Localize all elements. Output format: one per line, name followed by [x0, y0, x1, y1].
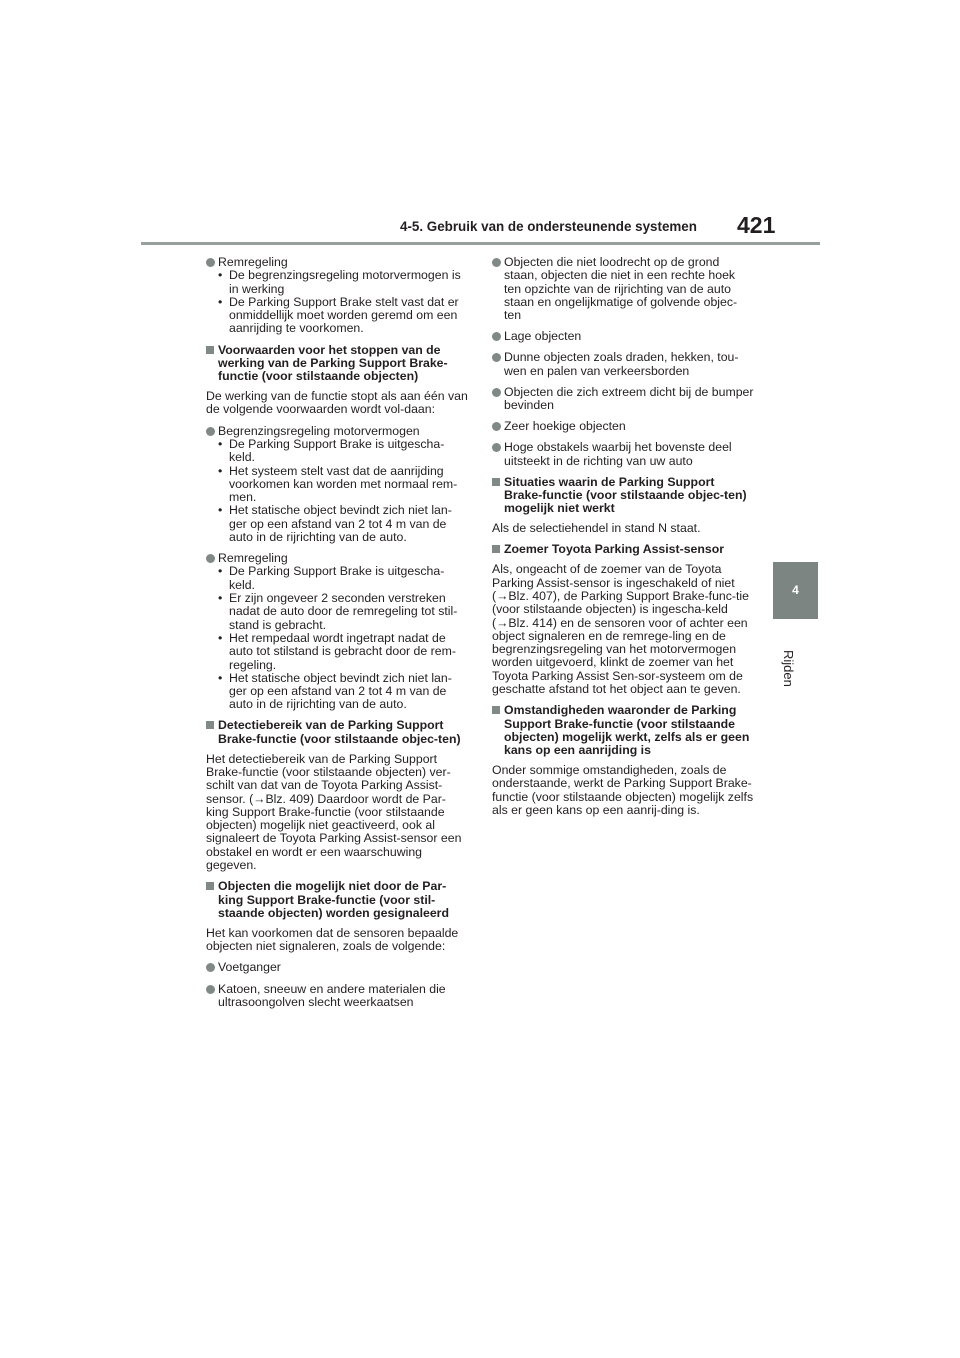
bullet-dot-icon: [206, 427, 215, 436]
section-heading: Omstandigheden waaronder de Parking Support Brake-functie (voor stilstaande objecten) mogelijk werkt, zelfs als er geen kans op een aanrijding is: [492, 704, 754, 757]
sub-item: • Het statische object bevindt zich niet lan-ger op een afstand van 2 tot 4 m van de auto in de rijrichting van de auto.: [218, 672, 468, 712]
header-divider: [141, 242, 820, 245]
bullet-dot-icon: [206, 985, 215, 994]
bullet-begrenzingsregeling: [206, 425, 468, 545]
bullet-dot-icon: [206, 554, 215, 563]
right-column: [492, 256, 754, 825]
paragraph: Onder sommige omstandigheden, zoals de onderstaande, werkt de Parking Support Brake-functie (voor stilstaande objecten) mogelijk zelfs als er geen kans op een aanrij-ding is.: [492, 763, 754, 817]
bullet-item: Voetganger: [206, 961, 468, 974]
bullet-dot-icon: [492, 422, 501, 431]
paragraph: Als, ongeacht of de zoemer van de Toyota Parking Assist-sensor is ingeschakeld of niet (→Blz. 407), de Parking Support Brake-func-tie (voor stilstaande objecten) is ingescha-keld (→Blz. 414) en de sensoren voor of achter een object signaleren en de remrege-ling en de begrenzingsregeling van het motorvermogen worden uitgevoerd, klinkt de zoemer van het Toyota Parking Assist Sen-sor-systeem om de geschatte afstand tot het object aan te geven.: [492, 562, 749, 696]
sub-item: • Het systeem stelt vast dat de aanrijding voorkomen kan worden met normaal rem-men.: [218, 465, 468, 505]
bullet-dot-icon: [492, 353, 501, 362]
page-number: 421: [737, 212, 776, 238]
bullet-item: Objecten die niet loodrecht op de grond staan, objecten die niet in een rechte hoek ten opzichte van de rijrichting van de auto staan en ongelijkmatige of golvende objec-ten: [492, 256, 754, 322]
sub-item: • De Parking Support Brake is uitgescha-keld.: [218, 565, 468, 592]
square-bullet-icon: [492, 545, 500, 553]
square-bullet-icon: [206, 882, 214, 890]
sub-item: • De Parking Support Brake is uitgescha-keld.: [218, 438, 468, 465]
square-bullet-icon: [206, 721, 214, 729]
section-title: 4-5. Gebruik van de ondersteunende systemen: [400, 219, 697, 234]
section-heading: Voorwaarden voor het stoppen van de werking van de Parking Support Brake-functie (voor stilstaande objecten): [206, 344, 468, 384]
bullet-dot-icon: [492, 388, 501, 397]
bullet-remregeling: [206, 256, 468, 336]
bullet-title: Begrenzingsregeling motorvermogen: [218, 423, 420, 438]
bullet-item: Objecten die zich extreem dicht bij de bumper bevinden: [492, 386, 754, 413]
bullet-item: Zeer hoekige objecten: [492, 420, 754, 433]
sub-item: • Er zijn ongeveer 2 seconden verstreken nadat de auto door de remregeling tot stil-stand is gebracht.: [218, 592, 468, 632]
paragraph: De werking van de functie stopt als aan één van de volgende voorwaarden wordt vol-daan:: [206, 389, 468, 417]
left-column: [206, 256, 468, 1017]
sub-item: • Het statische object bevindt zich niet lan-ger op een afstand van 2 tot 4 m van de auto in de rijrichting van de auto.: [218, 504, 468, 544]
sub-item: • De begrenzingsregeling motorvermogen is in werking: [218, 269, 468, 296]
bullet-title: Remregeling: [218, 255, 288, 269]
sub-item: • Het rempedaal wordt ingetrapt nadat de auto tot stilstand is gebracht door de rem-regeling.: [218, 632, 468, 672]
sub-item: • De Parking Support Brake stelt vast dat er onmiddellijk moet worden geremd om een aanrijding te voorkomen.: [218, 296, 468, 336]
square-bullet-icon: [206, 346, 214, 354]
paragraph: Als de selectiehendel in stand N staat.: [492, 521, 701, 536]
bullet-item: Katoen, sneeuw en andere materialen die ultrasoongolven slecht weerkaatsen: [206, 983, 468, 1010]
paragraph: Het kan voorkomen dat de sensoren bepaalde objecten niet signaleren, zoals de volgende:: [206, 925, 459, 954]
square-bullet-icon: [492, 478, 500, 486]
square-bullet-icon: [492, 706, 500, 714]
bullet-remregeling-2: [206, 552, 468, 712]
paragraph: Het detectiebereik van de Parking Support Brake-functie (voor stilstaande objecten) ver-schilt van dat van de Toyota Parking Assist-sensor. (→Blz. 409) Daardoor wordt de Par-king Support Brake-functie (voor stilstaande objecten) mogelijk niet geactiveerd, ook al signaleert de Toyota Parking Assist-sensor een obstakel en wordt er een waarschuwing gegeven.: [206, 751, 462, 873]
bullet-dot-icon: [492, 258, 501, 267]
chapter-label: Rijden: [781, 650, 796, 687]
section-heading: Objecten die mogelijk niet door de Par-king Support Brake-functie (voor stil-staande objecten) worden gesignaleerd: [206, 880, 468, 920]
section-heading: Zoemer Toyota Parking Assist-sensor: [492, 543, 754, 556]
bullet-dot-icon: [492, 332, 501, 341]
bullet-item: Lage objecten: [492, 330, 754, 343]
sub-list: [218, 565, 468, 711]
bullet-title: Remregeling: [218, 551, 288, 566]
section-heading: Situaties waarin de Parking Support Brake-functie (voor stilstaande objec-ten) mogelijk niet werkt: [492, 476, 754, 516]
bullet-dot-icon: [206, 963, 215, 972]
bullet-dot-icon: [492, 443, 501, 452]
sub-list: [218, 269, 468, 335]
sub-list: [218, 438, 468, 544]
bullet-item: Hoge obstakels waarbij het bovenste deel uitsteekt in de richting van uw auto: [492, 441, 754, 468]
section-heading: Detectiebereik van de Parking Support Brake-functie (voor stilstaande objec-ten): [206, 719, 468, 746]
bullet-item: Dunne objecten zoals draden, hekken, tou-wen en palen van verkeersborden: [492, 351, 754, 378]
chapter-tab: 4: [773, 562, 818, 619]
bullet-dot-icon: [206, 258, 215, 267]
